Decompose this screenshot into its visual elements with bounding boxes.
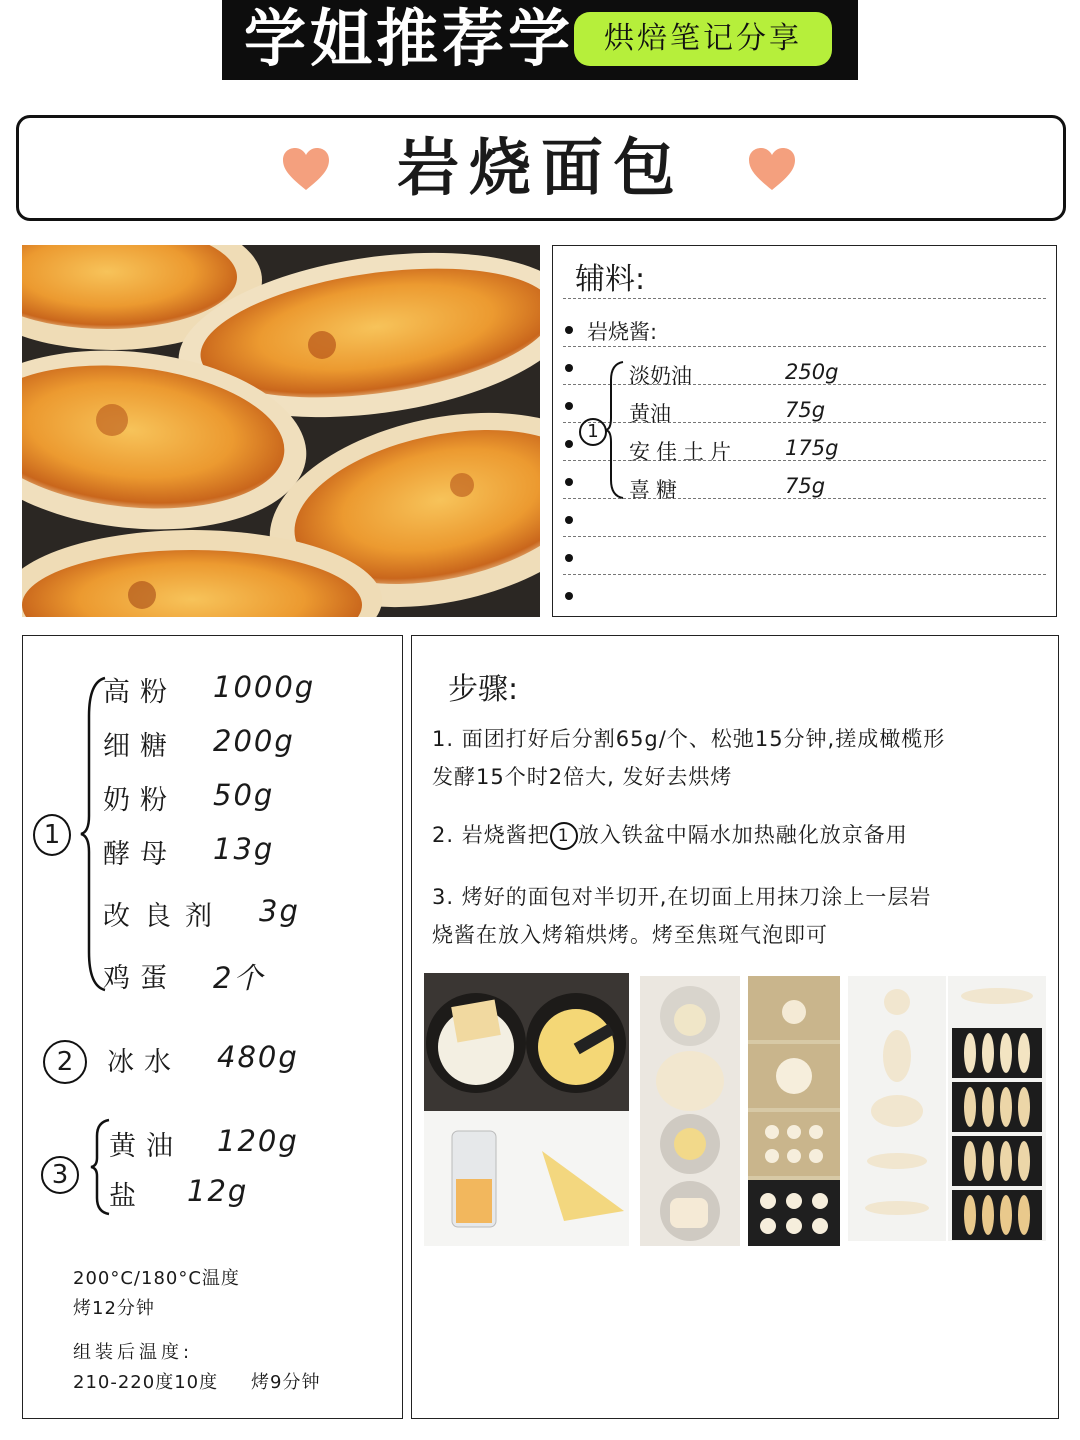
process-photo <box>848 976 946 1241</box>
bullet <box>565 440 573 448</box>
ingredient-name: 改良剂 <box>103 901 226 932</box>
step-2-prefix: 2. 岩烧酱把 <box>432 823 550 847</box>
ingredient-name: 奶粉 <box>103 785 177 816</box>
ingredient-amount: 50g <box>213 778 275 812</box>
aux-item-name: 黄油 <box>629 402 671 426</box>
group-number-badge: 2 <box>43 1040 87 1084</box>
process-photo <box>424 1111 629 1246</box>
title-box <box>16 115 1066 221</box>
banner-tag: 烘焙笔记分享 <box>574 12 832 66</box>
step-2 <box>432 816 1032 854</box>
aux-item-name: 安佳土片 <box>629 440 737 464</box>
ingredient-amount: 200g <box>213 724 295 758</box>
assembly-time: 烤9分钟 <box>251 1372 321 1393</box>
process-photo <box>948 976 1046 1241</box>
step-2-suffix: 放入铁盆中隔水加热融化放京备用 <box>577 823 908 847</box>
bullet <box>565 592 573 600</box>
ingredient-amount: 480g <box>217 1040 299 1074</box>
bake-time: 烤12分钟 <box>73 1298 155 1319</box>
group-number-badge: 1 <box>579 418 607 446</box>
group-number-badge: 1 <box>33 814 71 856</box>
ingredient-name: 黄油 <box>109 1131 183 1162</box>
step-3-line-1: 3. 烤好的面包对半切开,在切面上用抹刀涂上一层岩 <box>432 885 932 909</box>
steps-panel <box>411 635 1059 1419</box>
header-banner <box>222 0 858 80</box>
ingredient-amount: 120g <box>217 1124 299 1158</box>
bread-photo <box>22 245 540 617</box>
divider <box>563 298 1046 299</box>
group-number-badge: 3 <box>41 1156 79 1194</box>
ingredient-name: 冰水 <box>107 1047 181 1078</box>
ingredient-name: 酵母 <box>103 839 177 870</box>
step-3-line-2: 烧酱在放入烤箱烘烤。烤至焦斑气泡即可 <box>432 923 828 947</box>
step-1-line-2: 发酵15个时2倍大, 发好去烘烤 <box>432 765 733 789</box>
bullet <box>565 326 573 334</box>
step-2-number-badge: 1 <box>550 822 578 850</box>
assembly-label: 组装后温度: <box>73 1342 194 1363</box>
sauce-label: 岩烧酱: <box>587 320 658 344</box>
bullet <box>565 554 573 562</box>
aux-item-amount: 75g <box>785 398 826 422</box>
aux-item-amount: 75g <box>785 474 826 498</box>
aux-ingredients-panel <box>552 245 1057 617</box>
ingredient-amount: 2个 <box>213 961 265 995</box>
process-photo <box>424 973 629 1111</box>
aux-item-amount: 175g <box>785 436 839 460</box>
aux-item-name: 喜糖 <box>629 478 683 502</box>
brace-icon <box>89 1118 111 1216</box>
aux-item-name: 淡奶油 <box>629 364 692 388</box>
divider <box>563 574 1046 575</box>
ingredient-amount: 3g <box>259 894 300 928</box>
heart-icon <box>747 146 797 192</box>
ingredient-amount: 13g <box>213 832 275 866</box>
aux-heading: 辅料: <box>575 262 646 297</box>
process-photo <box>640 976 740 1246</box>
step-1-line-1: 1. 面团打好后分割65g/个、松弛15分钟,搓成橄榄形 <box>432 727 946 751</box>
bullet <box>565 364 573 372</box>
process-photo <box>748 976 840 1246</box>
ingredient-name: 高粉 <box>103 677 177 708</box>
ingredient-name: 盐 <box>109 1181 146 1212</box>
page-title: 岩烧面包 <box>396 131 685 204</box>
divider <box>563 346 1046 347</box>
ingredient-amount: 12g <box>187 1174 249 1208</box>
divider <box>563 536 1046 537</box>
bullet <box>565 402 573 410</box>
steps-heading: 步骤: <box>448 672 519 707</box>
bullet <box>565 516 573 524</box>
aux-item-amount: 250g <box>785 360 839 384</box>
bullet <box>565 478 573 486</box>
bake-temperature: 200°C/180°C温度 <box>73 1268 240 1289</box>
ingredient-name: 鸡蛋 <box>103 963 177 994</box>
brace-icon <box>603 360 627 500</box>
banner-title: 学姐推荐学 <box>244 2 575 75</box>
main-ingredients-panel <box>22 635 403 1419</box>
ingredient-amount: 1000g <box>213 670 316 704</box>
ingredient-name: 细糖 <box>103 731 177 762</box>
assembly-temperature: 210-220度10度 <box>73 1372 219 1393</box>
